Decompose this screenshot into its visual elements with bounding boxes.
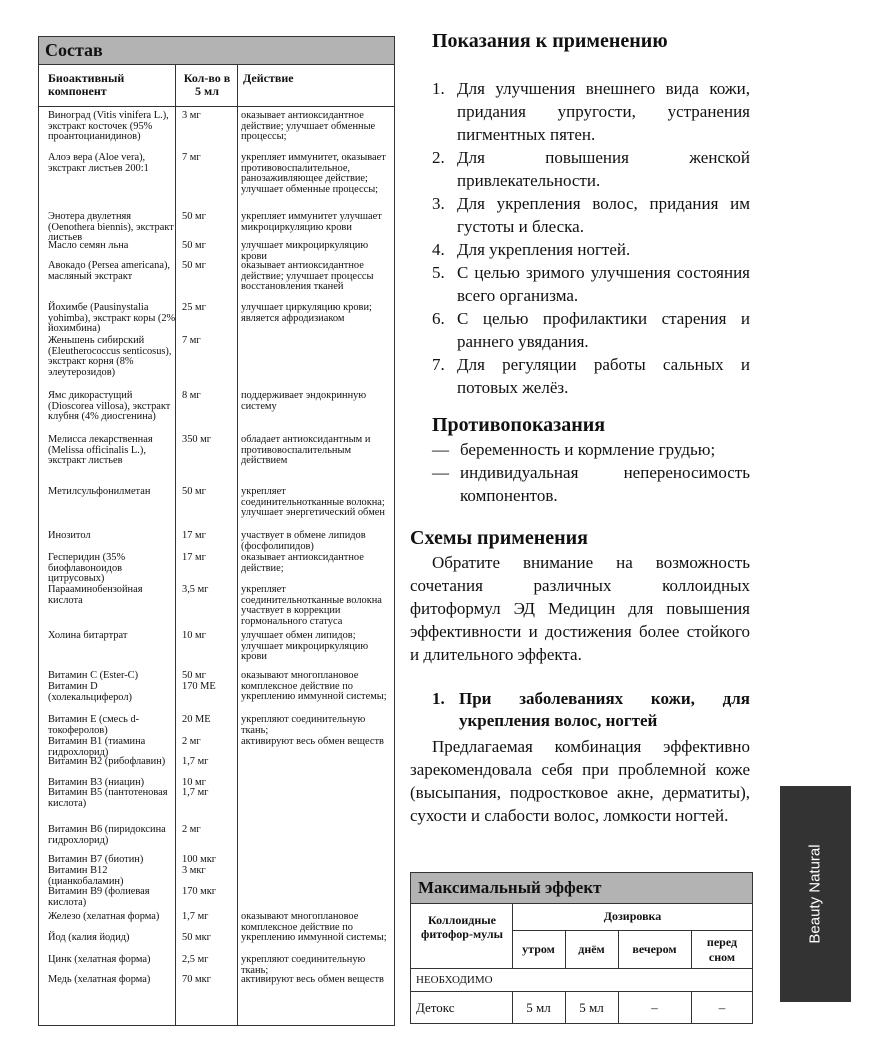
- component-amount: 7 мг: [182, 152, 201, 163]
- col-night-header: перед сном: [706, 935, 738, 964]
- component-amount: 50 мг: [182, 211, 206, 222]
- component-amount: 3 мкг: [182, 865, 206, 876]
- component-name: Алоэ вера (Aloe vera), экстракт листьев 200:1: [48, 152, 149, 174]
- component-action: активируют весь обмен веществ: [241, 736, 384, 747]
- scheme-subtitle: 1. При заболеваниях кожи, для укрепления волос, ногтей: [432, 689, 750, 730]
- component-amount: 2 мг: [182, 824, 201, 835]
- list-item: 7. Для регуляции работы сальных и потовых желёз.: [432, 355, 750, 397]
- component-amount: 3 мг: [182, 110, 201, 121]
- component-name: Витамин Е (смесь d-токоферолов): [48, 714, 140, 736]
- component-action: укрепляет соединительнотканные волокна; улучшает энергетический обмен: [241, 486, 385, 519]
- component-action: поддерживает эндокринную систему: [241, 390, 367, 412]
- list-item: 5. С целью зримого улучшения состояния всего организма.: [432, 263, 750, 305]
- component-amount: 1,7 мг: [182, 756, 209, 767]
- list-item: 6. С целью профилактики старения и раннего увядания.: [432, 309, 750, 351]
- component-action: улучшает обмен липидов; улучшает микроциркуляцию крови: [241, 630, 369, 663]
- component-name: Витамин B9 (фолиевая кислота): [48, 886, 150, 908]
- composition-header: [39, 65, 394, 107]
- component-amount: 10 мг: [182, 777, 206, 788]
- component-amount: 2 мг: [182, 736, 201, 747]
- component-amount: 50 мг: [182, 240, 206, 251]
- component-action: оказывает антиоксидантное действие;: [241, 552, 364, 574]
- component-amount: 8 мг: [182, 390, 201, 401]
- section-label: НЕОБХОДИМО: [416, 974, 493, 986]
- indications-title: Показания к применению: [432, 30, 668, 52]
- component-action: оказывает антиоксидантное действие; улучшает процессы восстановления тканей: [241, 260, 374, 293]
- component-action: участвует в обмене липидов (фосфолипидов): [241, 530, 366, 552]
- component-name: Витамин B5 (пантотеновая кислота): [48, 787, 168, 809]
- component-name: Витамин B6 (пиридоксина гидрохлорид): [48, 824, 166, 846]
- component-name: Железо (хелатная форма): [48, 911, 160, 922]
- component-name: Ямс дикорастущий (Dioscorea villosa), экстракт клубня (4% диосгенина): [48, 390, 171, 423]
- component-action: укрепляют соединительную ткань;: [241, 954, 366, 976]
- component-name: Витамин B2 (рибофлавин): [48, 756, 166, 767]
- component-name: Инозитол: [48, 530, 91, 541]
- component-amount: 50 мг: [182, 670, 206, 681]
- col-evening-header: вечером: [632, 942, 677, 956]
- component-name: Парааминобензойная кислота: [48, 584, 143, 606]
- component-name: Витамин С (Ester-C): [48, 670, 139, 681]
- section-tab: [780, 786, 851, 1002]
- col-day-header: днём: [578, 942, 605, 956]
- component-amount: 17 мг: [182, 552, 206, 563]
- list-item: — индивидуальная непереносимость компонентов.: [432, 463, 750, 505]
- component-name: Энотера двулетняя (Oenothera biennis), экстракт листьев: [48, 211, 174, 244]
- list-item: — беременность и кормление грудью;: [432, 440, 716, 459]
- component-name: Витамин B1 (тиамина гидрохлорид): [48, 736, 146, 758]
- component-amount: 70 мкг: [182, 974, 211, 985]
- row-morning: 5 мл: [526, 1000, 551, 1015]
- effect-table-title: Максимальный эффект: [411, 873, 752, 904]
- component-action: улучшает циркуляцию крови; является афродизиаком: [241, 302, 372, 324]
- col-formula-header: Коллоидные фитофор-мулы: [421, 913, 503, 941]
- component-action: оказывают многоплановое комплексное действие по укреплению иммунной системы;: [241, 670, 387, 703]
- component-name: Витамин B12 (цианкобаламин): [48, 865, 124, 887]
- list-item: 3. Для укрепления волос, придания им густоты и блеска.: [432, 194, 750, 236]
- component-action: укрепляют соединительную ткань;: [241, 714, 366, 736]
- component-name: Витамин D (холекальциферол): [48, 681, 132, 703]
- list-item: 2. Для повышения женской привлекательности.: [432, 148, 750, 190]
- col-component-header: Биоактивный компонент: [48, 71, 125, 98]
- component-name: Цинк (хелатная форма): [48, 954, 151, 965]
- component-amount: 1,7 мг: [182, 787, 209, 798]
- component-action: укрепляет соединительнотканные волокна участвует в коррекции гормонального статуса: [241, 584, 382, 627]
- component-name: Витамин B7 (биотин): [48, 854, 144, 865]
- component-amount: 2,5 мг: [182, 954, 209, 965]
- component-name: Мелисса лекарственная (Melissa officinalis L.), экстракт листьев: [48, 434, 153, 467]
- list-item: 4. Для укрепления ногтей.: [432, 240, 631, 259]
- component-action: активируют весь обмен веществ: [241, 974, 384, 985]
- component-action: укрепляет иммунитет, оказывает противовоспалительное, ранозаживляющее действие; улучшает обменные процессы;: [241, 152, 386, 195]
- component-amount: 17 мг: [182, 530, 206, 541]
- component-action: оказывает антиоксидантное действие; улучшает обменные процессы;: [241, 110, 376, 143]
- col-dosage-header: Дозировка: [603, 909, 662, 923]
- component-amount: 50 мг: [182, 486, 206, 497]
- col-divider-2: [237, 65, 238, 1025]
- schemes-title: Схемы применения: [410, 527, 588, 549]
- component-amount: 50 мкг: [182, 932, 211, 943]
- component-name: Метилсульфонилметан: [48, 486, 151, 497]
- section-tab-label: Beauty Natural: [806, 844, 824, 944]
- component-amount: 100 мкг: [182, 854, 217, 865]
- component-amount: 10 мг: [182, 630, 206, 641]
- component-action: улучшает микроциркуляцию крови: [241, 240, 369, 262]
- component-name: Витамин B3 (ниацин): [48, 777, 145, 788]
- list-item: 1. Для улучшения внешнего вида кожи, придания упругости, устранения пигментных пятен.: [432, 79, 750, 144]
- component-amount: 25 мг: [182, 302, 206, 313]
- component-amount: 170 мкг: [182, 886, 217, 897]
- component-name: Йохимбе (Pausinystalia yohimba), экстракт коры (2% йохимбина): [48, 302, 176, 335]
- component-name: Медь (хелатная форма): [48, 974, 151, 985]
- col-action-header: Действие: [243, 71, 294, 85]
- contraindications-list: [432, 438, 750, 507]
- component-action: укрепляет иммунитет улучшает микроциркуляцию крови: [241, 211, 382, 233]
- scheme-text: Предлагаемая комбинация эффективно зарекомендовала себя при проблемной коже (высыпания, подростковое акне, дерматиты), сухости и слабости волос, ломкости ногтей.: [410, 737, 750, 825]
- row-day: 5 мл: [579, 1000, 604, 1015]
- component-action: обладает антиоксидантным и противовоспалительным действием: [241, 434, 371, 467]
- row-name: Детокс: [416, 1000, 455, 1015]
- component-action: оказывают многоплановое комплексное действие по укреплению иммунной системы;: [241, 911, 387, 944]
- component-name: Йод (калия йодид): [48, 932, 130, 943]
- component-name: Женьшень сибирский (Eleutherococcus senticosus), экстракт корня (8% элеутерозидов): [48, 335, 172, 378]
- component-name: Холина битартрат: [48, 630, 128, 641]
- component-amount: 7 мг: [182, 335, 201, 346]
- composition-title: Состав: [39, 37, 394, 65]
- row-evening: –: [651, 1000, 658, 1015]
- effect-table: [410, 872, 753, 1024]
- component-name: Виноград (Vitis vinifera L.), экстракт косточек (95% проантоцианидинов): [48, 110, 169, 143]
- component-amount: 20 МЕ: [182, 714, 211, 725]
- row-night: –: [718, 1000, 726, 1015]
- component-amount: 1,7 мг: [182, 911, 209, 922]
- component-name: Авокадо (Persea americana), масляный экстракт: [48, 260, 171, 282]
- component-amount: 350 мг: [182, 434, 212, 445]
- composition-table: [38, 36, 395, 1026]
- component-name: Масло семян льна: [48, 240, 129, 251]
- contraindications-title: Противопоказания: [432, 414, 606, 436]
- col-morning-header: утром: [522, 942, 555, 956]
- component-amount: 50 мг: [182, 260, 206, 271]
- component-name: Гесперидин (35% биофлавоноидов цитрусовых): [48, 552, 126, 585]
- indications-list: [432, 77, 750, 399]
- component-amount: 3,5 мг: [182, 584, 209, 595]
- component-amount: 170 МЕ: [182, 681, 216, 692]
- col-amount-header: Кол-во в 5 мл: [183, 71, 231, 98]
- schemes-intro: Обратите внимание на возможность сочетания различных коллоидных фитоформул ЭД Медицин для повышения эффективности и достижения более стойкого и длительного эффекта.: [410, 553, 750, 664]
